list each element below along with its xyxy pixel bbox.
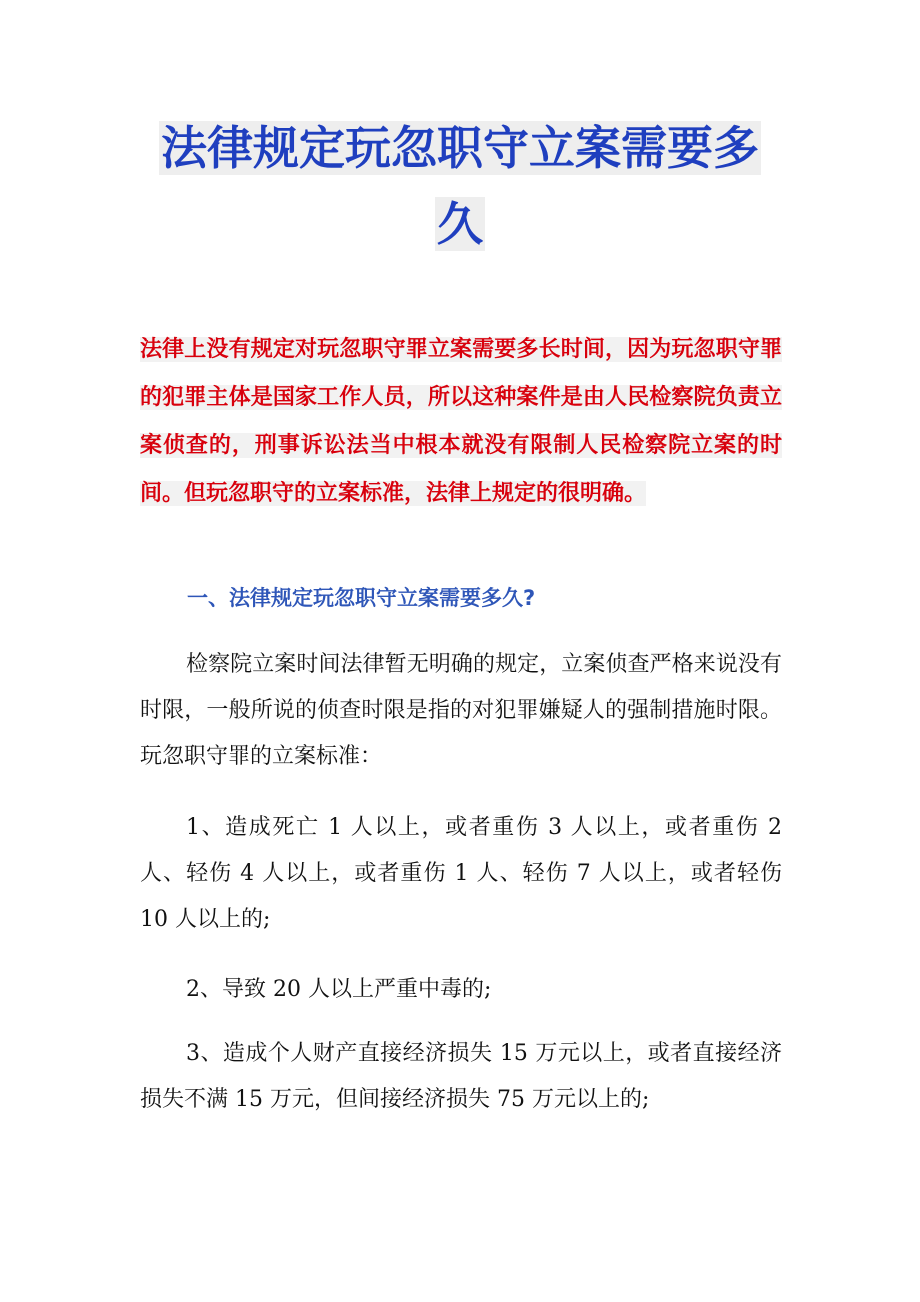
body-paragraph-1: 检察院立案时间法律暂无明确的规定，立案侦查严格来说没有时限，一般所说的侦查时限是指的对犯罪嫌疑人的强制措施时限。玩忽职守罪的立案标准： [140, 652, 782, 769]
intro-paragraph [140, 326, 782, 518]
intro-text: 法律上没有规定对玩忽职守罪立案需要多长时间，因为玩忽职守罪的犯罪主体是国家工作人员，所以这种案件是由人民检察院负责立案侦查的，刑事诉讼法当中根本就没有限制人民检察院立案的时间。但玩忽职守的立案标准，法律上规定的很明确。 [140, 337, 782, 506]
section-heading: 一、法律规定玩忽职守立案需要多久? [187, 586, 536, 610]
document-title [140, 110, 780, 262]
body-paragraph-4: 3、造成个人财产直接经济损失 15 万元以上，或者直接经济损失不满 15 万元，但间接经济损失 75 万元以上的; [140, 1041, 782, 1112]
document-title-text: 法律规定玩忽职守立案需要多久 [161, 121, 759, 251]
body-paragraph-3: 2、导致 20 人以上严重中毒的; [186, 977, 492, 1002]
body-paragraph-2: 1、造成死亡 1 人以上，或者重伤 3 人以上，或者重伤 2 人、轻伤 4 人以上，或者重伤 1 人、轻伤 7 人以上，或者轻伤 10 人以上的; [140, 815, 782, 932]
